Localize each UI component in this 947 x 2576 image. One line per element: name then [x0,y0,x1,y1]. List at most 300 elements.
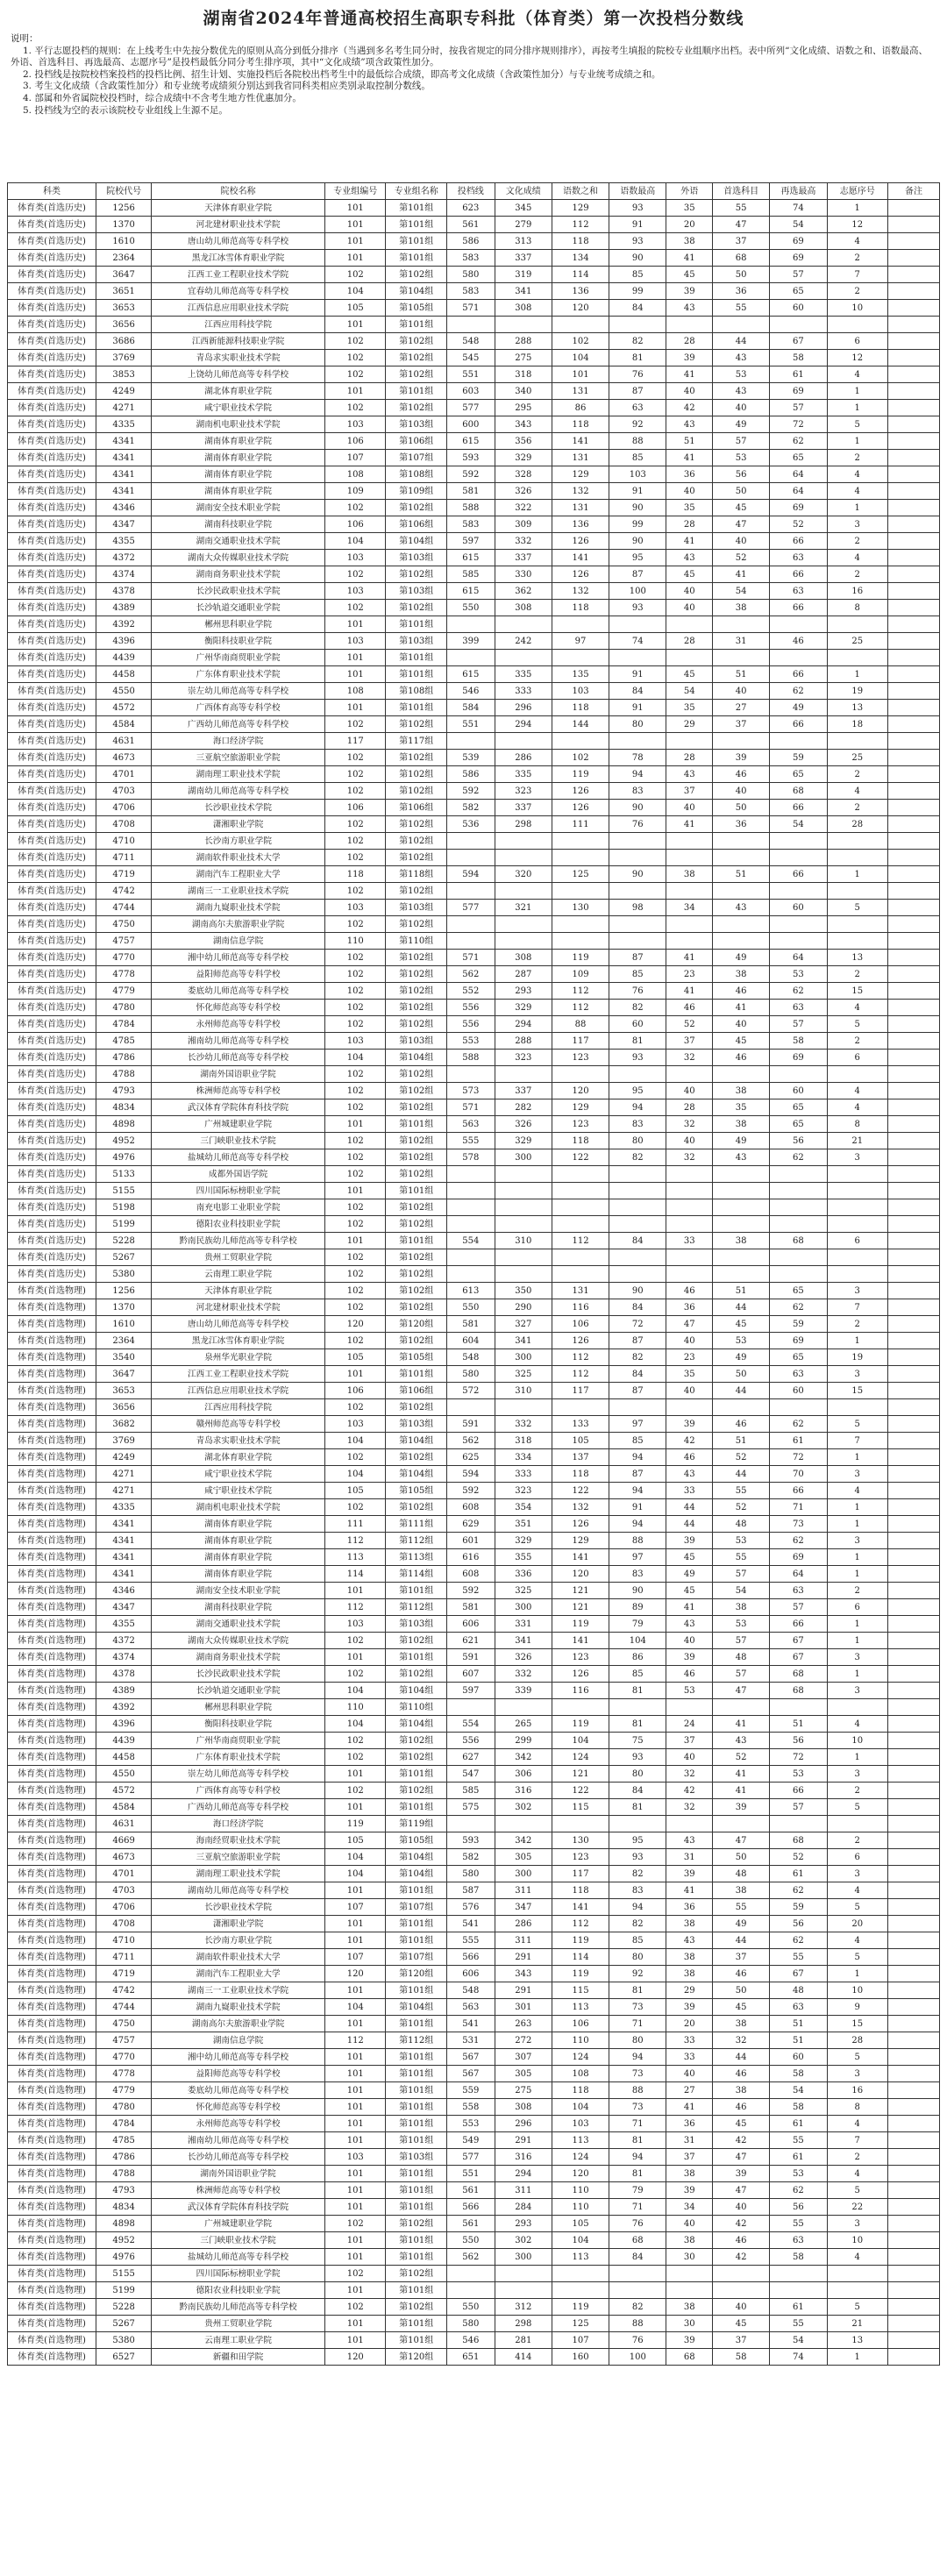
table-cell: 38 [713,1882,770,1899]
table-cell: 56 [770,1733,827,1749]
table-cell: 326 [495,1116,552,1133]
table-cell [887,1882,939,1899]
table-cell: 27 [666,2082,713,2099]
table-cell [887,1766,939,1783]
table-cell: 567 [446,2049,495,2066]
table-cell: 109 [552,966,609,983]
table-cell [887,683,939,700]
table-cell: 第102组 [386,1099,446,1116]
table-cell: 58 [770,1033,827,1050]
table-cell: 39 [666,350,713,366]
table-cell: 294 [495,1016,552,1033]
table-cell: 54 [713,583,770,600]
table-cell [887,1283,939,1299]
table-cell: 体育类(首选历史) [8,600,96,616]
table-cell: 133 [552,1416,609,1433]
table-cell: 4346 [96,1583,152,1599]
table-row [8,1449,940,1466]
table-cell: 第102组 [386,333,446,350]
table-cell: 体育类(首选物理) [8,2166,96,2182]
table-cell: 第104组 [386,1849,446,1866]
table-cell: 295 [495,400,552,416]
table-cell: 永州师范高等专科学校 [152,1016,325,1033]
table-cell: 328 [495,466,552,483]
table-cell: 体育类(首选物理) [8,1716,96,1733]
table-cell: 94 [609,766,666,783]
table-cell: 615 [446,666,495,683]
table-cell: 66 [770,1483,827,1499]
table-cell: 104 [325,1716,386,1733]
table-cell: 615 [446,583,495,600]
table-cell: 100 [609,2349,666,2366]
table-cell: 120 [325,1966,386,1982]
table-cell: 112 [552,983,609,1000]
table-cell: 93 [609,1849,666,1866]
table-cell: 体育类(首选物理) [8,1483,96,1499]
table-cell: 38 [666,2299,713,2316]
table-cell: 第104组 [386,283,446,300]
table-cell [495,1166,552,1183]
table-cell: 102 [325,1266,386,1283]
table-cell [827,833,887,850]
table-cell: 第102组 [386,750,446,766]
table-cell: 62 [770,983,827,1000]
table-cell: 4778 [96,2066,152,2082]
table-cell [887,1649,939,1666]
table-row [8,516,940,533]
table-cell: 第102组 [386,1333,446,1349]
table-cell: 体育类(首选物理) [8,1366,96,1383]
table-cell: 体育类(首选物理) [8,2116,96,2132]
table-cell [770,616,827,633]
table-cell: 1 [827,866,887,883]
table-cell: 101 [325,650,386,666]
table-cell: 15 [827,983,887,1000]
table-cell [495,1216,552,1233]
table-cell: 广西幼儿师范高等专科学校 [152,1799,325,1816]
table-cell: 57 [713,1566,770,1583]
table-cell [552,833,609,850]
table-row [8,1766,940,1783]
table-cell: 湖南体育职业学院 [152,466,325,483]
table-cell [827,733,887,750]
table-cell: 61 [770,2299,827,2316]
table-cell: 97 [609,1549,666,1566]
table-cell: 广西幼儿师范高等专科学校 [152,716,325,733]
table-cell: 347 [495,1899,552,1916]
table-cell: 561 [446,2216,495,2232]
table-cell: 62 [770,2182,827,2199]
table-cell: 119 [552,1616,609,1633]
table-cell: 16 [827,2082,887,2099]
table-cell [713,1199,770,1216]
table-cell: 第102组 [386,566,446,583]
table-cell: 93 [609,1050,666,1066]
table-cell: 101 [325,1916,386,1932]
table-cell: 体育类(首选历史) [8,583,96,600]
table-cell: 102 [325,1099,386,1116]
table-cell [770,1199,827,1216]
table-cell: 云南理工职业学院 [152,1266,325,1283]
table-cell [713,733,770,750]
table-row [8,400,940,416]
table-cell [666,1266,713,1283]
table-cell: 59 [770,750,827,766]
table-cell: 4701 [96,766,152,783]
table-cell: 101 [325,1799,386,1816]
table-cell [887,2099,939,2116]
table-cell [887,966,939,983]
table-cell [887,1516,939,1533]
table-cell: 第120组 [386,2349,446,2366]
table-row [8,650,940,666]
table-row [8,1849,940,1866]
table-cell: 101 [325,2099,386,2116]
table-cell: 102 [325,983,386,1000]
table-cell: 242 [495,633,552,650]
table-cell: 65 [770,450,827,466]
table-row [8,300,940,317]
table-cell: 101 [325,2316,386,2332]
table-cell: 5133 [96,1166,152,1183]
table-cell: 体育类(首选物理) [8,2099,96,2116]
table-cell: 29 [666,1982,713,1999]
table-cell: 13 [827,950,887,966]
table-row [8,2266,940,2282]
table-cell: 89 [609,1599,666,1616]
table-cell: 第113组 [386,1549,446,1566]
table-cell [887,2182,939,2199]
table-cell [887,433,939,450]
table-cell: 74 [609,633,666,650]
table-cell [887,1249,939,1266]
table-cell: 3653 [96,300,152,317]
table-cell [887,500,939,516]
table-cell: 107 [325,1949,386,1966]
table-cell: 第102组 [386,1083,446,1099]
table-cell: 46 [666,1449,713,1466]
table-cell: 136 [552,283,609,300]
table-cell: 体育类(首选历史) [8,1216,96,1233]
table-cell: 108 [325,466,386,483]
table-cell [495,916,552,933]
table-cell: 株洲师范高等专科学校 [152,2182,325,2199]
table-cell: 体育类(首选物理) [8,2216,96,2232]
table-cell: 103 [325,1416,386,1433]
table-cell: 129 [552,1533,609,1549]
table-row [8,900,940,916]
table-cell: 106 [325,1383,386,1399]
table-cell: 91 [609,700,666,716]
table-cell [887,1866,939,1882]
table-cell [887,1549,939,1566]
table-cell [666,883,713,900]
table-cell: 65 [770,1283,827,1299]
table-cell: 4 [827,1083,887,1099]
table-cell: 102 [325,1083,386,1099]
table-cell: 湖南科技职业学院 [152,516,325,533]
table-cell [887,1333,939,1349]
table-cell [609,1199,666,1216]
table-cell: 588 [446,500,495,516]
table-cell [713,1816,770,1832]
table-row [8,533,940,550]
table-cell: 4389 [96,600,152,616]
table-cell [887,2316,939,2332]
table-cell: 92 [609,1966,666,1982]
table-cell: 体育类(首选物理) [8,1816,96,1832]
table-cell: 551 [446,716,495,733]
table-row [8,600,940,616]
table-cell: 115 [552,1982,609,1999]
table-row [8,850,940,866]
table-cell: 541 [446,2016,495,2032]
table-cell: 46 [713,1966,770,1982]
table-cell [609,833,666,850]
table-cell: 体育类(首选历史) [8,966,96,983]
table-row [8,350,940,366]
table-cell: 46 [666,1283,713,1299]
table-cell: 625 [446,1449,495,1466]
table-cell: 546 [446,683,495,700]
table-cell: 体育类(首选物理) [8,1299,96,1316]
table-cell: 体育类(首选物理) [8,1349,96,1366]
table-row [8,1216,940,1233]
table-cell: 40 [666,800,713,816]
table-cell: 102 [325,1499,386,1516]
table-cell: 天津体育职业学院 [152,200,325,217]
table-cell: 湖南三一工业职业技术学院 [152,1982,325,1999]
table-cell: 体育类(首选历史) [8,1199,96,1216]
table-cell [446,616,495,633]
table-cell: 79 [609,1616,666,1633]
table-cell: 第101组 [386,2016,446,2032]
table-cell: 81 [609,1982,666,1999]
table-cell: 4341 [96,1549,152,1566]
table-cell: 40 [666,1633,713,1649]
table-cell: 111 [325,1516,386,1533]
table-cell: 580 [446,2316,495,2332]
table-cell: 体育类(首选物理) [8,1499,96,1516]
table-cell [666,650,713,666]
table-cell: 第101组 [386,2332,446,2349]
table-cell: 7 [827,1299,887,1316]
table-cell: 45 [713,1999,770,2016]
table-cell: 第101组 [386,233,446,250]
table-cell: 555 [446,1932,495,1949]
table-cell: 333 [495,1466,552,1483]
table-cell [827,616,887,633]
table-cell: 4778 [96,966,152,983]
table-cell: 42 [666,1783,713,1799]
table-cell [713,1166,770,1183]
table-cell: 286 [495,750,552,766]
table-cell: 咸宁职业技术学院 [152,1483,325,1499]
table-cell: 601 [446,1533,495,1549]
table-cell: 湖南外国语职业学院 [152,2166,325,2182]
table-row [8,1599,940,1616]
table-row [8,1483,940,1499]
table-cell: 4355 [96,1616,152,1633]
table-cell: 天津体育职业学院 [152,1283,325,1299]
table-cell: 38 [713,600,770,616]
table-cell: 603 [446,383,495,400]
table-cell: 体育类(首选历史) [8,750,96,766]
table-cell: 2364 [96,1333,152,1349]
table-cell [887,1216,939,1233]
table-cell: 贵州工贸职业学院 [152,2316,325,2332]
table-cell: 第112组 [386,1599,446,1616]
table-cell: 16 [827,583,887,600]
table-cell: 105 [552,2216,609,2232]
table-cell: 594 [446,1466,495,1483]
table-row [8,1666,940,1683]
table-cell: 泉州华光职业学院 [152,1349,325,1366]
table-cell: 体育类(首选物理) [8,2332,96,2349]
table-cell: 第114组 [386,1566,446,1583]
table-cell: 第102组 [386,950,446,966]
table-cell: 咸宁职业技术学院 [152,1466,325,1483]
table-cell: 1610 [96,233,152,250]
table-cell: 60 [770,1383,827,1399]
table-cell [609,850,666,866]
table-row [8,2016,940,2032]
table-cell [446,1199,495,1216]
table-cell: 104 [325,1849,386,1866]
table-cell: 101 [325,1116,386,1133]
table-cell: 21 [827,2316,887,2332]
table-cell: 99 [609,283,666,300]
table-cell: 体育类(首选物理) [8,1599,96,1616]
table-cell: 581 [446,483,495,500]
table-cell: 1 [827,200,887,217]
table-cell: 101 [552,366,609,383]
table-cell: 5199 [96,2282,152,2299]
table-cell: 38 [666,866,713,883]
table-cell [446,833,495,850]
table-cell: 5267 [96,2316,152,2332]
table-cell: 102 [325,1666,386,1683]
table-cell [495,933,552,950]
table-cell: 594 [446,866,495,883]
table-cell: 97 [552,633,609,650]
table-cell: 崇左幼儿师范高等专科学校 [152,1766,325,1783]
table-cell: 55 [770,1949,827,1966]
table-cell: 102 [325,1216,386,1233]
table-cell: 3 [827,1283,887,1299]
table-cell: 38 [666,1949,713,1966]
table-cell [713,833,770,850]
table-cell [887,250,939,267]
table-cell: 118 [552,1466,609,1483]
table-cell: 61 [770,366,827,383]
table-cell: 第105组 [386,1832,446,1849]
table-cell: 4779 [96,2082,152,2099]
table-cell: 53 [770,966,827,983]
table-cell: 282 [495,1099,552,1116]
table-cell: 4458 [96,666,152,683]
table-row [8,1249,940,1266]
table-cell [552,933,609,950]
table-cell: 28 [827,816,887,833]
table-cell: 553 [446,1033,495,1050]
table-cell: 4779 [96,983,152,1000]
table-cell: 4706 [96,1899,152,1916]
table-cell: 46 [713,983,770,1000]
table-cell: 4 [827,550,887,566]
table-cell: 43 [713,900,770,916]
table-cell: 第102组 [386,1499,446,1516]
table-cell: 98 [609,900,666,916]
table-cell [713,1699,770,1716]
table-cell: 101 [325,383,386,400]
table-cell [887,2066,939,2082]
table-cell: 第102组 [386,1633,446,1649]
table-cell: 101 [325,2116,386,2132]
table-cell [827,317,887,333]
table-cell: 体育类(首选历史) [8,1033,96,1050]
table-cell: 4439 [96,1733,152,1749]
table-cell: 114 [552,267,609,283]
table-cell: 体育类(首选物理) [8,1966,96,1982]
table-cell [827,1816,887,1832]
table-cell: 体育类(首选历史) [8,800,96,816]
table-cell: 第104组 [386,1716,446,1733]
table-cell: 湖南汽车工程职业大学 [152,1966,325,1982]
table-cell [446,916,495,933]
table-cell [827,1166,887,1183]
table-cell: 湖南商务职业技术学院 [152,566,325,583]
table-cell: 323 [495,783,552,800]
table-cell: 306 [495,1766,552,1783]
table-cell: 66 [770,600,827,616]
table-cell: 592 [446,1483,495,1499]
table-cell: 体育类(首选物理) [8,1466,96,1483]
table-cell: 101 [325,2132,386,2149]
table-cell: 体育类(首选物理) [8,1449,96,1466]
table-cell: 120 [552,1083,609,1099]
table-cell [609,1249,666,1266]
table-cell: 41 [713,566,770,583]
table-cell: 衡阳科技职业学院 [152,1716,325,1733]
table-cell [827,1199,887,1216]
table-cell: 47 [713,217,770,233]
table-cell: 第101组 [386,2049,446,2066]
table-cell: 101 [325,317,386,333]
table-cell: 44 [713,1299,770,1316]
table-cell: 湖南体育职业学院 [152,433,325,450]
table-cell: 585 [446,1783,495,1799]
table-cell: 66 [770,800,827,816]
table-cell: 101 [325,666,386,683]
table-cell: 68 [713,250,770,267]
table-cell: 4 [827,233,887,250]
table-cell: 湘南幼儿师范高等专科学校 [152,2132,325,2149]
table-cell [887,816,939,833]
table-cell: 体育类(首选物理) [8,2082,96,2099]
table-cell: 江西应用科技学院 [152,317,325,333]
table-cell: 119 [552,1966,609,1982]
table-cell: 563 [446,1999,495,2016]
table-cell: 29 [666,716,713,733]
table-cell: 湖南信息学院 [152,933,325,950]
table-cell: 40 [666,1133,713,1149]
table-cell [887,800,939,816]
table-cell: 547 [446,1766,495,1783]
table-cell: 50 [713,267,770,283]
table-cell: 体育类(首选物理) [8,1416,96,1433]
table-cell: 290 [495,1299,552,1316]
